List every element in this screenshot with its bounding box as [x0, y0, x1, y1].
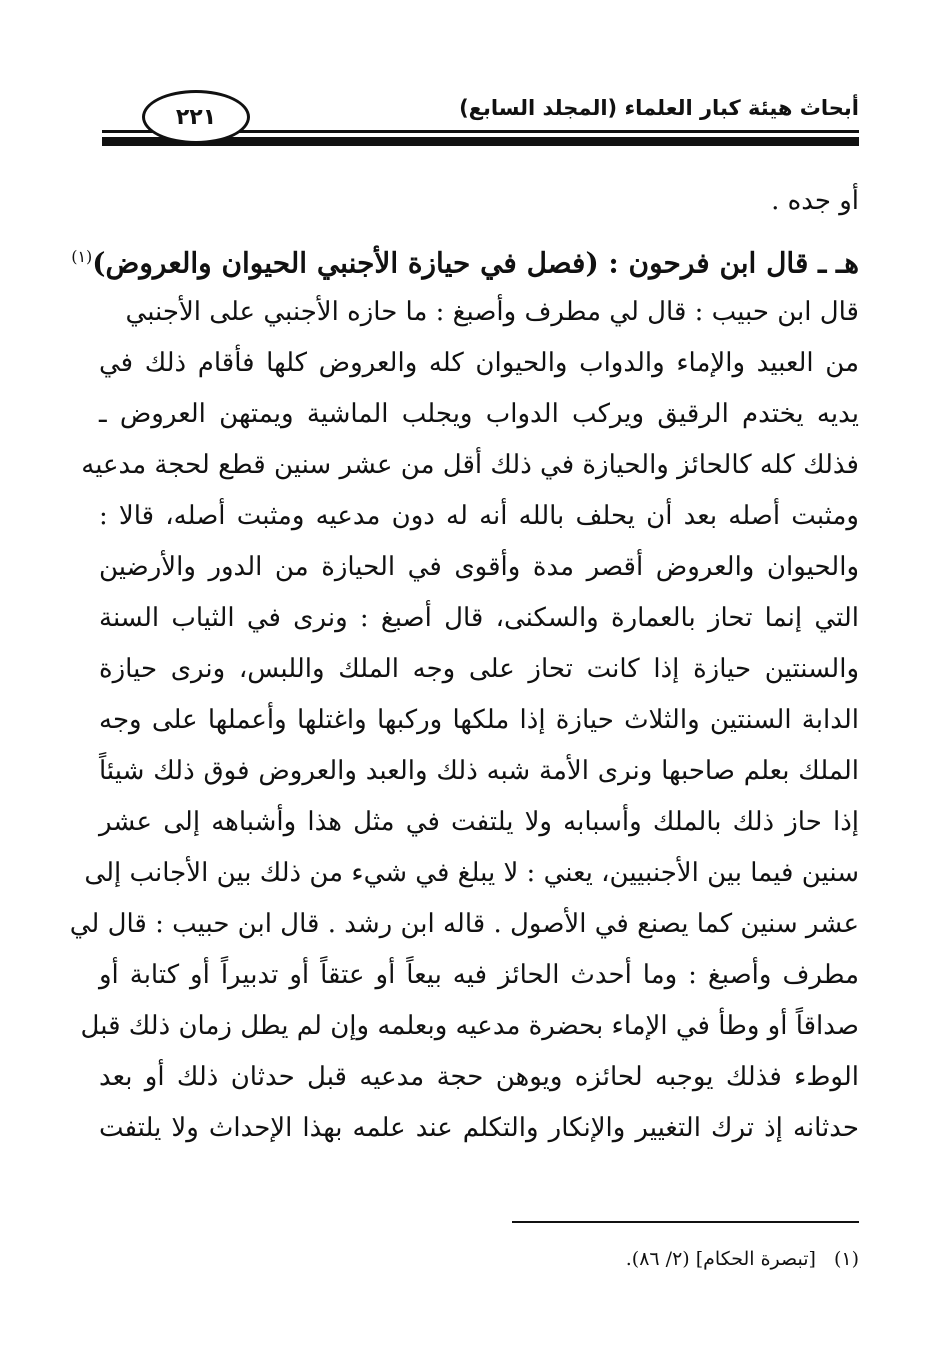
text-line: مطرف وأصبغ : وما أحدث الحائز فيه بيعاً أو عتقاً أو تدبيراً أو كتابة أو: [99, 960, 859, 990]
text-line: قال ابن حبيب : قال لي مطرف وأصبغ : ما حازه الأجنبي على الأجنبي: [125, 297, 859, 327]
footnote-rule: [512, 1221, 859, 1223]
text-line: فذلك كله كالحائز والحيازة في ذلك أقل من عشر سنين قطع لحجة مدعيه: [81, 450, 859, 480]
page-number-badge: [142, 90, 250, 144]
section-heading: [71, 227, 859, 287]
text-line: والحيوان والعروض أقصر مدة وأقوى في الحيازة من الدور والأرضين: [99, 552, 859, 582]
text-line: الدابة السنتين والثلاث حيازة إذا ملكها وركبها واغتلها وأعملها على وجه: [99, 705, 859, 735]
text-line: التي إنما تحاز بالعمارة والسكنى، قال أصبغ : ونرى في الثياب السنة: [99, 603, 859, 633]
text-line: حدثانه إذ ترك التغيير والإنكار والتكلم عند علمه بهذا الإحداث ولا يلتفت: [99, 1113, 859, 1143]
text-line: من العبيد والإماء والدواب والحيوان كله والعروض كلها فأقام ذلك في: [99, 348, 859, 378]
text-line: يديه يختدم الرقيق ويركب الدواب ويجلب الماشية ويمتهن العروض ـ: [99, 399, 859, 429]
running-title: أبحاث هيئة كبار العلماء (المجلد السابع): [459, 96, 859, 120]
footnote: [359, 1248, 859, 1270]
section-heading-text: هـ ـ قال ابن فرحون : (فصل في حيازة الأجنبي الحيوان والعروض): [92, 246, 859, 280]
footnote-marker: (١): [71, 247, 93, 266]
text-line: الوطء فذلك يوجبه لحائزه ويوهن حجة مدعيه قبل حدثان ذلك أو بعد: [99, 1062, 859, 1092]
text-line: والسنتين حيازة إذا كانت تحاز على وجه الملك واللبس، ونرى حيازة: [99, 654, 859, 684]
text-line: الملك بعلم صاحبها ونرى الأمة شبه ذلك والعبد والعروض فوق ذلك شيئاً: [99, 756, 859, 786]
text-line: عشر سنين كما يصنع في الأصول . قاله ابن رشد . قال ابن حبيب : قال لي: [69, 909, 859, 939]
paragraph: [69, 287, 859, 1154]
footnote-text: [تبصرة الحكام] (٢/ ٨٦).: [625, 1248, 816, 1270]
text-line: صداقاً أو وطأ في الإماء بحضرة مدعيه وبعلمه وإن لم يطل زمان ذلك قبل: [80, 1011, 859, 1041]
footnote-number: (١): [833, 1248, 859, 1270]
page-number: ٢٢١: [175, 104, 217, 130]
body-text: [69, 176, 859, 1154]
text-line: إذا حاز ذلك بالملك وأسبابه ولا يلتفت في مثل هذا وأشباهه إلى عشر: [99, 807, 859, 837]
opening-line: أو جده .: [771, 186, 859, 216]
text-line: سنين فيما بين الأجنبيين، يعني : لا يبلغ في شيء من ذلك بين الأجانب إلى: [84, 858, 859, 888]
text-line: ومثبت أصله بعد أن يحلف بالله أنه له دون مدعيه ومثبت أصله، قالا :: [99, 501, 859, 531]
